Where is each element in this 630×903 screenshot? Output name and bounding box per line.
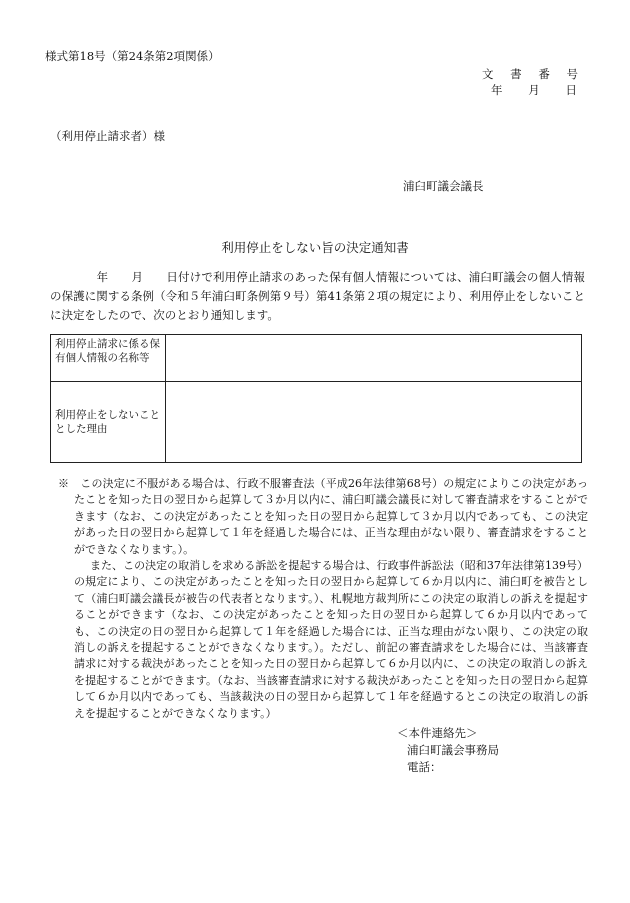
contact-phone: 電話： bbox=[407, 760, 442, 774]
appeal-note-administrative: ※ この決定に不服がある場合は、行政不服審査法（平成26年法律第68号）の規定によりこの決定があったことを知った日の翌日から起算して３か月以内に、浦臼町議会議長に対して審査請求をすることができます（なお、この決定があったことを知った日の翌日から起算して３か月以内であっても、この決定があった日の翌日から起算して１年を経過した場合には、正当な理由がない限り、審査請求をすることができなくなります。）。 bbox=[58, 477, 588, 556]
info-table bbox=[50, 334, 582, 463]
form-number: 様式第18号（第24条第2項関係） bbox=[45, 49, 220, 63]
doc-number-char: 番 bbox=[538, 67, 550, 81]
date-month: 月 bbox=[528, 83, 540, 97]
document-date-label bbox=[491, 82, 577, 98]
sender: 浦臼町議会議長 bbox=[403, 179, 484, 193]
contact-block bbox=[397, 725, 499, 776]
doc-number-char: 書 bbox=[510, 67, 522, 81]
document-title: 利用停止をしない旨の決定通知書 bbox=[221, 240, 409, 255]
document-number-label bbox=[482, 66, 578, 82]
appeal-notes bbox=[58, 476, 588, 722]
info-name-value[interactable] bbox=[166, 335, 582, 382]
date-day: 日 bbox=[565, 83, 577, 97]
reason-label: 利用停止をしないこととした理由 bbox=[51, 382, 166, 463]
reason-value[interactable] bbox=[166, 382, 582, 463]
table-row bbox=[51, 335, 582, 382]
table-row bbox=[51, 382, 582, 463]
appeal-note-lawsuit: また、この決定の取消しを求める訴訟を提起する場合は、行政事件訴訟法（昭和37年法律第139号）の規定により、この決定があったことを知った日の翌日から起算して６か月以内に、浦臼町を被告として（浦臼町議会議長が被告の代表者となります。）、札幌地方裁判所にこの決定の取消しの訴えを提起することができます（なお、この決定があったことを知った日の翌日から起算して６か月以内であっても、この決定の日の翌日から起算して１年を経過した場合には、正当な理由がない限り、この決定の取消しの訴えを提起することができなくなります。）。ただし、前記の審査請求をした場合には、当該審査請求に対する裁決があったことを知った日の翌日から起算して６か月以内に、この決定の取消しの訴えを提起することができます。（なお、当該審査請求に対する裁決があったことを知った日の翌日から起算して６か月以内であっても、当該裁決の日の翌日から起算して１年を経過するとこの決定の取消しの訴えを提起することができなくなります。） bbox=[74, 559, 588, 720]
body-text: 年 月 日付けで利用停止請求のあった保有個人情報については、浦臼町議会の個人情報の保護に関する条例（令和５年浦臼町条例第９号）第41条第２項の規定により、利用停止をしないことに決定をしたので、次のとおり通知します。 bbox=[50, 270, 585, 322]
recipient: （利用停止請求者）様 bbox=[50, 129, 165, 143]
doc-number-char: 文 bbox=[482, 67, 494, 81]
date-year: 年 bbox=[491, 83, 503, 97]
contact-office: 浦臼町議会事務局 bbox=[407, 743, 499, 757]
doc-number-char: 号 bbox=[566, 67, 578, 81]
info-name-label: 利用停止請求に係る保有個人情報の名称等 bbox=[51, 335, 166, 382]
contact-heading: ＜本件連絡先＞ bbox=[397, 726, 478, 740]
